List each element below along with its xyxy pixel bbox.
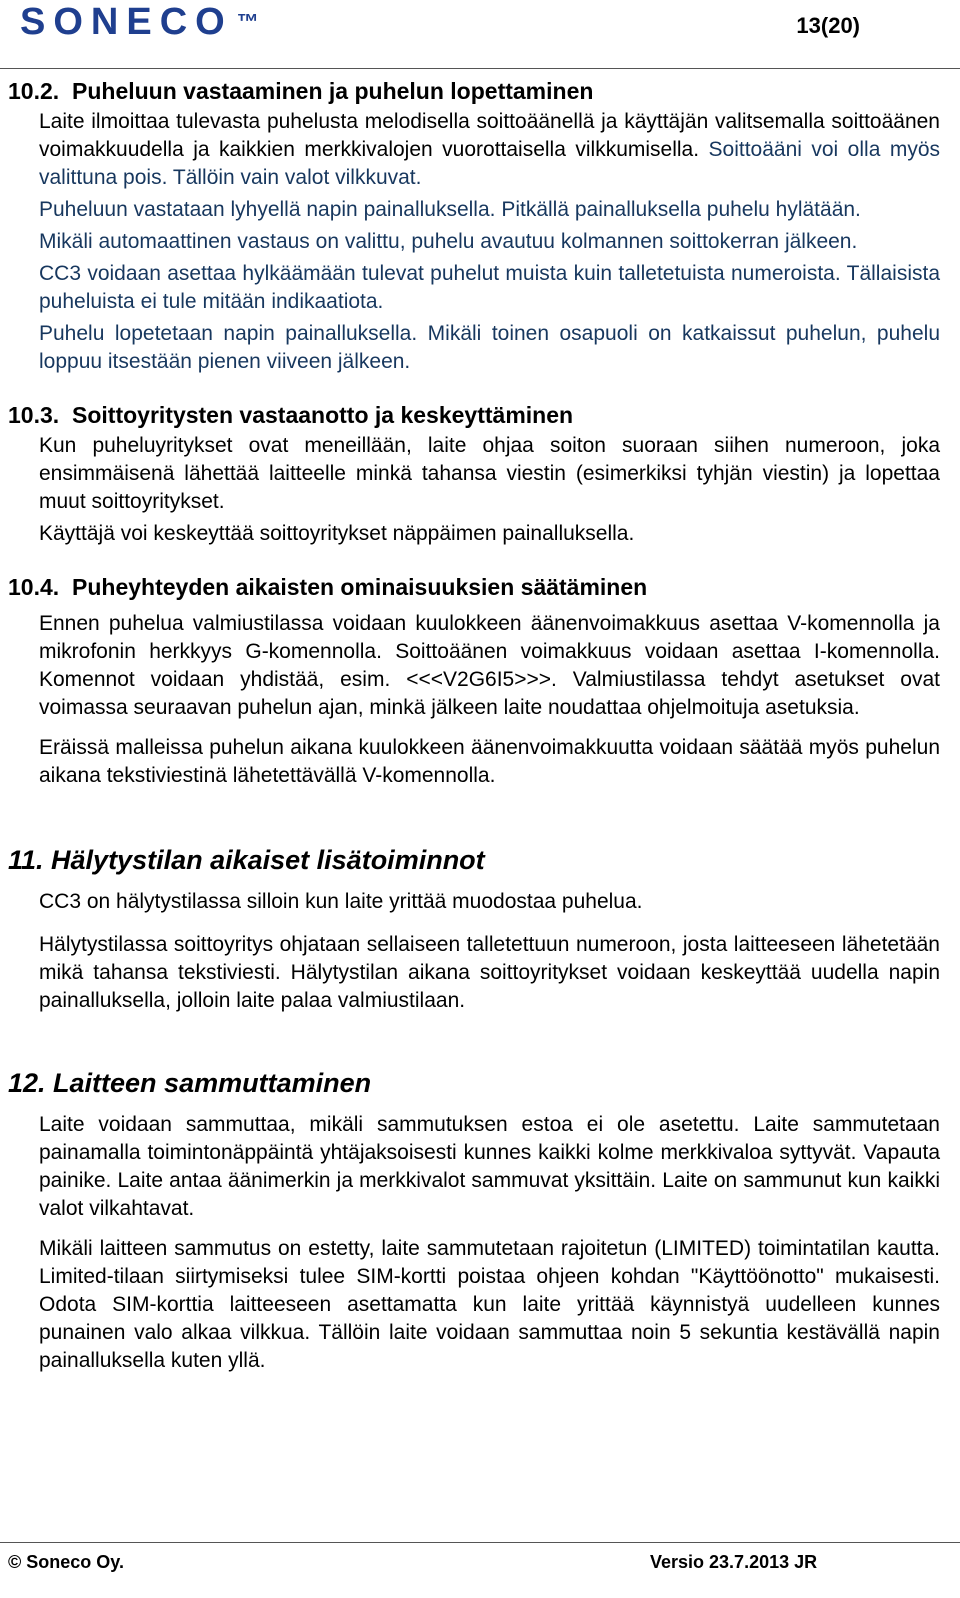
paragraph: CC3 on hälytystilassa silloin kun laite yrittää muodostaa puhelua.: [39, 890, 643, 913]
paragraph: Ennen puhelua valmiustilassa voidaan kuulokkeen äänenvoimakkuus asettaa V-komennolla ja mikrofonin herkkyys G-komennolla. Soittoäänen voimakkuus voidaan asettaa I-komennolla. Komennot voidaan yhdistää, esim. <<<V2G6I5>>>. Valmiustilassa tehdyt asetukset ovat voimassa seuraavan puhelun ajan, minkä jälkeen laite noudattaa ohjelmoituja asetuksia.: [39, 612, 940, 719]
document-body: [0, 70, 960, 1375]
section-heading-10-4: [0, 570, 960, 604]
paragraph: Eräissä malleissa puhelun aikana kuulokkeen äänenvoimakkuutta voidaan säätää myös puhelun aikana tekstiviestinä lähetettävällä V-komennolla.: [39, 736, 940, 787]
logo-trademark: ™: [236, 9, 259, 34]
paragraph: Puheluun vastataan lyhyellä napin painalluksella. Pitkällä painalluksella puhelu hylätään.: [39, 198, 861, 221]
page-number: 13(20): [796, 13, 860, 38]
section-title: Puheyhteyden aikaisten ominaisuuksien säätäminen: [72, 574, 648, 600]
section-title: Soittoyritysten vastaanotto ja keskeyttäminen: [72, 402, 574, 428]
paragraph: CC3 voidaan asettaa hylkäämään tulevat puhelut muista kuin talletetuista numeroista. Tällaisista puheluista ei tule mitään indikaatiota.: [39, 262, 940, 313]
paragraph: Mikäli laitteen sammutus on estetty, laite sammutetaan rajoitetun (LIMITED) toimintatilan kautta. Limited-tilaan siirtymiseksi tulee SIM-kortti poistaa ohjeen kohdan "Käyttöönotto" mukaisesti. Odota SIM-korttia laitteeseen asettamatta kun laite yrittää käynnistyä uudelleen kunnes punainen valo alkaa vilkkua. Tällöin laite voidaan sammuttaa noin 5 sekuntia kestävällä napin painalluksella kuten yllä.: [39, 1237, 940, 1372]
paragraph: [0, 108, 960, 192]
paragraph-text-blue: Soittoääni voi olla myös valittuna pois. Tällöin vain valot vilkkuvat.: [39, 138, 941, 189]
paragraph: Kun puheluyritykset ovat meneillään, laite ohjaa soiton suoraan siihen numeroon, joka ensimmäisenä lähettää laitteelle minkä tahansa viestin (esimerkiksi tyhjän viestin) ja lopettaa muut soittoyritykset.: [39, 434, 940, 513]
section-number: 10.2.: [8, 78, 60, 104]
section-heading-10-3: [0, 398, 960, 432]
paragraph: Käyttäjä voi keskeyttää soittoyritykset näppäimen painalluksella.: [39, 522, 635, 545]
footer-divider: [0, 1542, 960, 1543]
section-number: 10.4.: [8, 574, 60, 600]
page-footer: [0, 1540, 960, 1598]
paragraph: Mikäli automaattinen vastaus on valittu, puhelu avautuu kolmannen soittokerran jälkeen.: [39, 230, 858, 253]
section-heading-10-2: [0, 74, 960, 108]
page-header: [0, 0, 960, 70]
section-number: 10.3.: [8, 402, 60, 428]
paragraph: Laite voidaan sammuttaa, mikäli sammutuksen estoa ei ole asetettu. Laite sammutetaan painamalla toimintonäppäintä yhtäjaksoisesti kunnes kaikki kolme merkkivaloa syttyvät. Vapauta painike. Laite antaa äänimerkin ja merkkivalot sammuvat yksittäin. Laite on sammunut kun kaikki valot vilkahtavat.: [39, 1113, 940, 1220]
footer-copyright: © Soneco Oy.: [8, 1552, 124, 1572]
chapter-heading-11: 11. Hälytystilan aikaiset lisätoiminnot: [8, 845, 485, 875]
section-title: Puheluun vastaaminen ja puhelun lopettaminen: [72, 78, 594, 104]
chapter-heading-12: 12. Laitteen sammuttaminen: [8, 1068, 372, 1098]
soneco-logo: [20, 2, 259, 42]
logo-text: SONECO: [20, 1, 233, 43]
footer-version: Versio 23.7.2013 JR: [650, 1552, 818, 1572]
paragraph: Hälytystilassa soittoyritys ohjataan sellaiseen talletettuun numeroon, josta laitteeseen lähetetään mikä tahansa tekstiviesti. Hälytystilan aikana soittoyritykset voidaan keskeyttää uudella napin painalluksella, jolloin laite palaa valmiustilaan.: [39, 933, 940, 1012]
paragraph: Puhelu lopetetaan napin painalluksella. Mikäli toinen osapuoli on katkaissut puhelun, puhelu loppuu itsestään pienen viiveen jälkeen.: [39, 322, 940, 373]
paragraph-text: Laite ilmoittaa tulevasta puhelusta melodisella soittoäänellä ja käyttäjän valitsemalla soittoäänen voimakkuudella ja kaikkien merkkivalojen vuorottaisella vilkkumisella.: [39, 110, 940, 161]
header-divider: [0, 68, 960, 69]
